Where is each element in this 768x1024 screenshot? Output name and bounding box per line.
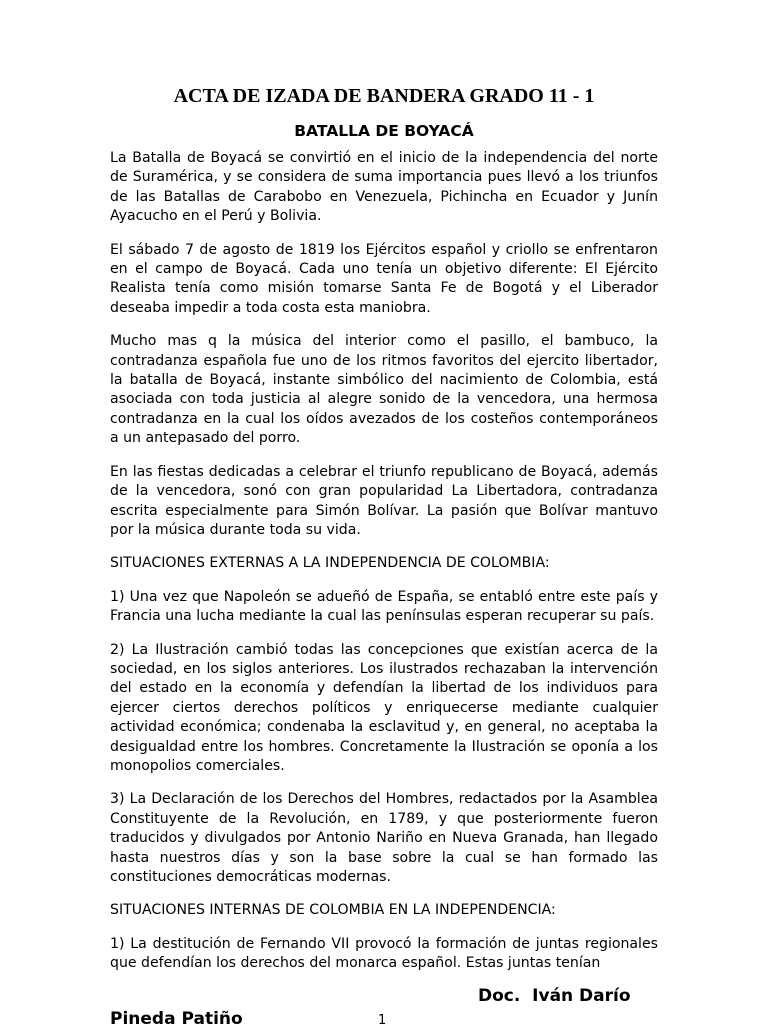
document-body <box>110 149 658 988</box>
footer-author-line-2: Pineda Patiño <box>110 1009 243 1024</box>
external-item-2: 2) La Ilustración cambió todas las concepciones que existían acerca de la sociedad, en los siglos anteriores. Los ilustrados rechazaban la intervención del estado en la economía y defendían la libertad de los individuos para ejercer ciertos derechos políticos y enriquecerse mediante cualquier actividad económica; condenaba la esclavitud y, en general, no aceptaba la desigualdad entre los hombres. Concretamente la Ilustración se oponía a los monopolios comerciales. <box>110 641 658 774</box>
paragraph-intro: La Batalla de Boyacá se convirtió en el inicio de la independencia del norte de Suramérica, y se considera de suma importancia pues llevó a los triunfos de las Batallas de Carabobo en Venezuela, Pichincha en Ecuador y Junín Ayacucho en el Perú y Bolivia. <box>110 150 658 225</box>
page-number: 1 <box>378 1013 387 1024</box>
internal-item-1: 1) La destitución de Fernando VII provocó la formación de juntas regionales que defendían los derechos del monarca español. Estas juntas tenían <box>110 935 658 972</box>
paragraph-music: Mucho mas q la música del interior como el pasillo, el bambuco, la contradanza española fue uno de los ritmos favoritos del ejercito libertador, la batalla de Boyacá, instante simbólico del nacimiento de Colombia, está asociada con toda justicia al alegre sonido de la vencedora, una hermosa contradanza en la cual los oídos avezados de los costeños contemporáneos a un antepasado del porro. <box>110 333 658 447</box>
document-subtitle: BATALLA DE BOYACÁ <box>294 122 474 140</box>
document-title: ACTA DE IZADA DE BANDERA GRADO 11 - 1 <box>173 85 595 107</box>
paragraph-celebrations: En las fiestas dedicadas a celebrar el triunfo republicano de Boyacá, además de la vencedora, sonó con gran popularidad La Libertadora, contradanza escrita especialmente para Simón Bolívar. La pasión que Bolívar mantuvo por la música durante toda su vida. <box>110 463 658 538</box>
section-heading-external: SITUACIONES EXTERNAS A LA INDEPENDENCIA DE COLOMBIA: <box>110 555 550 572</box>
external-item-3: 3) La Declaración de los Derechos del Hombres, redactados por la Asamblea Constituyente de la Revolución, en 1789, y que posteriormente fueron traducidos y divulgados por Antonio Nariño en Nueva Granada, han llegado hasta nuestros días y son la base sobre la cual se han formado las constituciones democráticas modernas. <box>110 791 658 885</box>
footer-author-line-1: Doc. Iván Darío <box>478 986 631 1006</box>
external-item-1: 1) Una vez que Napoleón se adueñó de España, se entabló entre este país y Francia una lucha mediante la cual las penínsulas esperan recuperar su país. <box>110 588 658 625</box>
paragraph-battle-date: El sábado 7 de agosto de 1819 los Ejércitos español y criollo se enfrentaron en el campo de Boyacá. Cada uno tenía un objetivo diferente: El Ejército Realista tenía como misión tomarse Santa Fe de Bogotá y el Liberador deseaba impedir a toda costa esta maniobra. <box>110 241 658 316</box>
section-heading-internal: SITUACIONES INTERNAS DE COLOMBIA EN LA INDEPENDENCIA: <box>110 902 556 919</box>
